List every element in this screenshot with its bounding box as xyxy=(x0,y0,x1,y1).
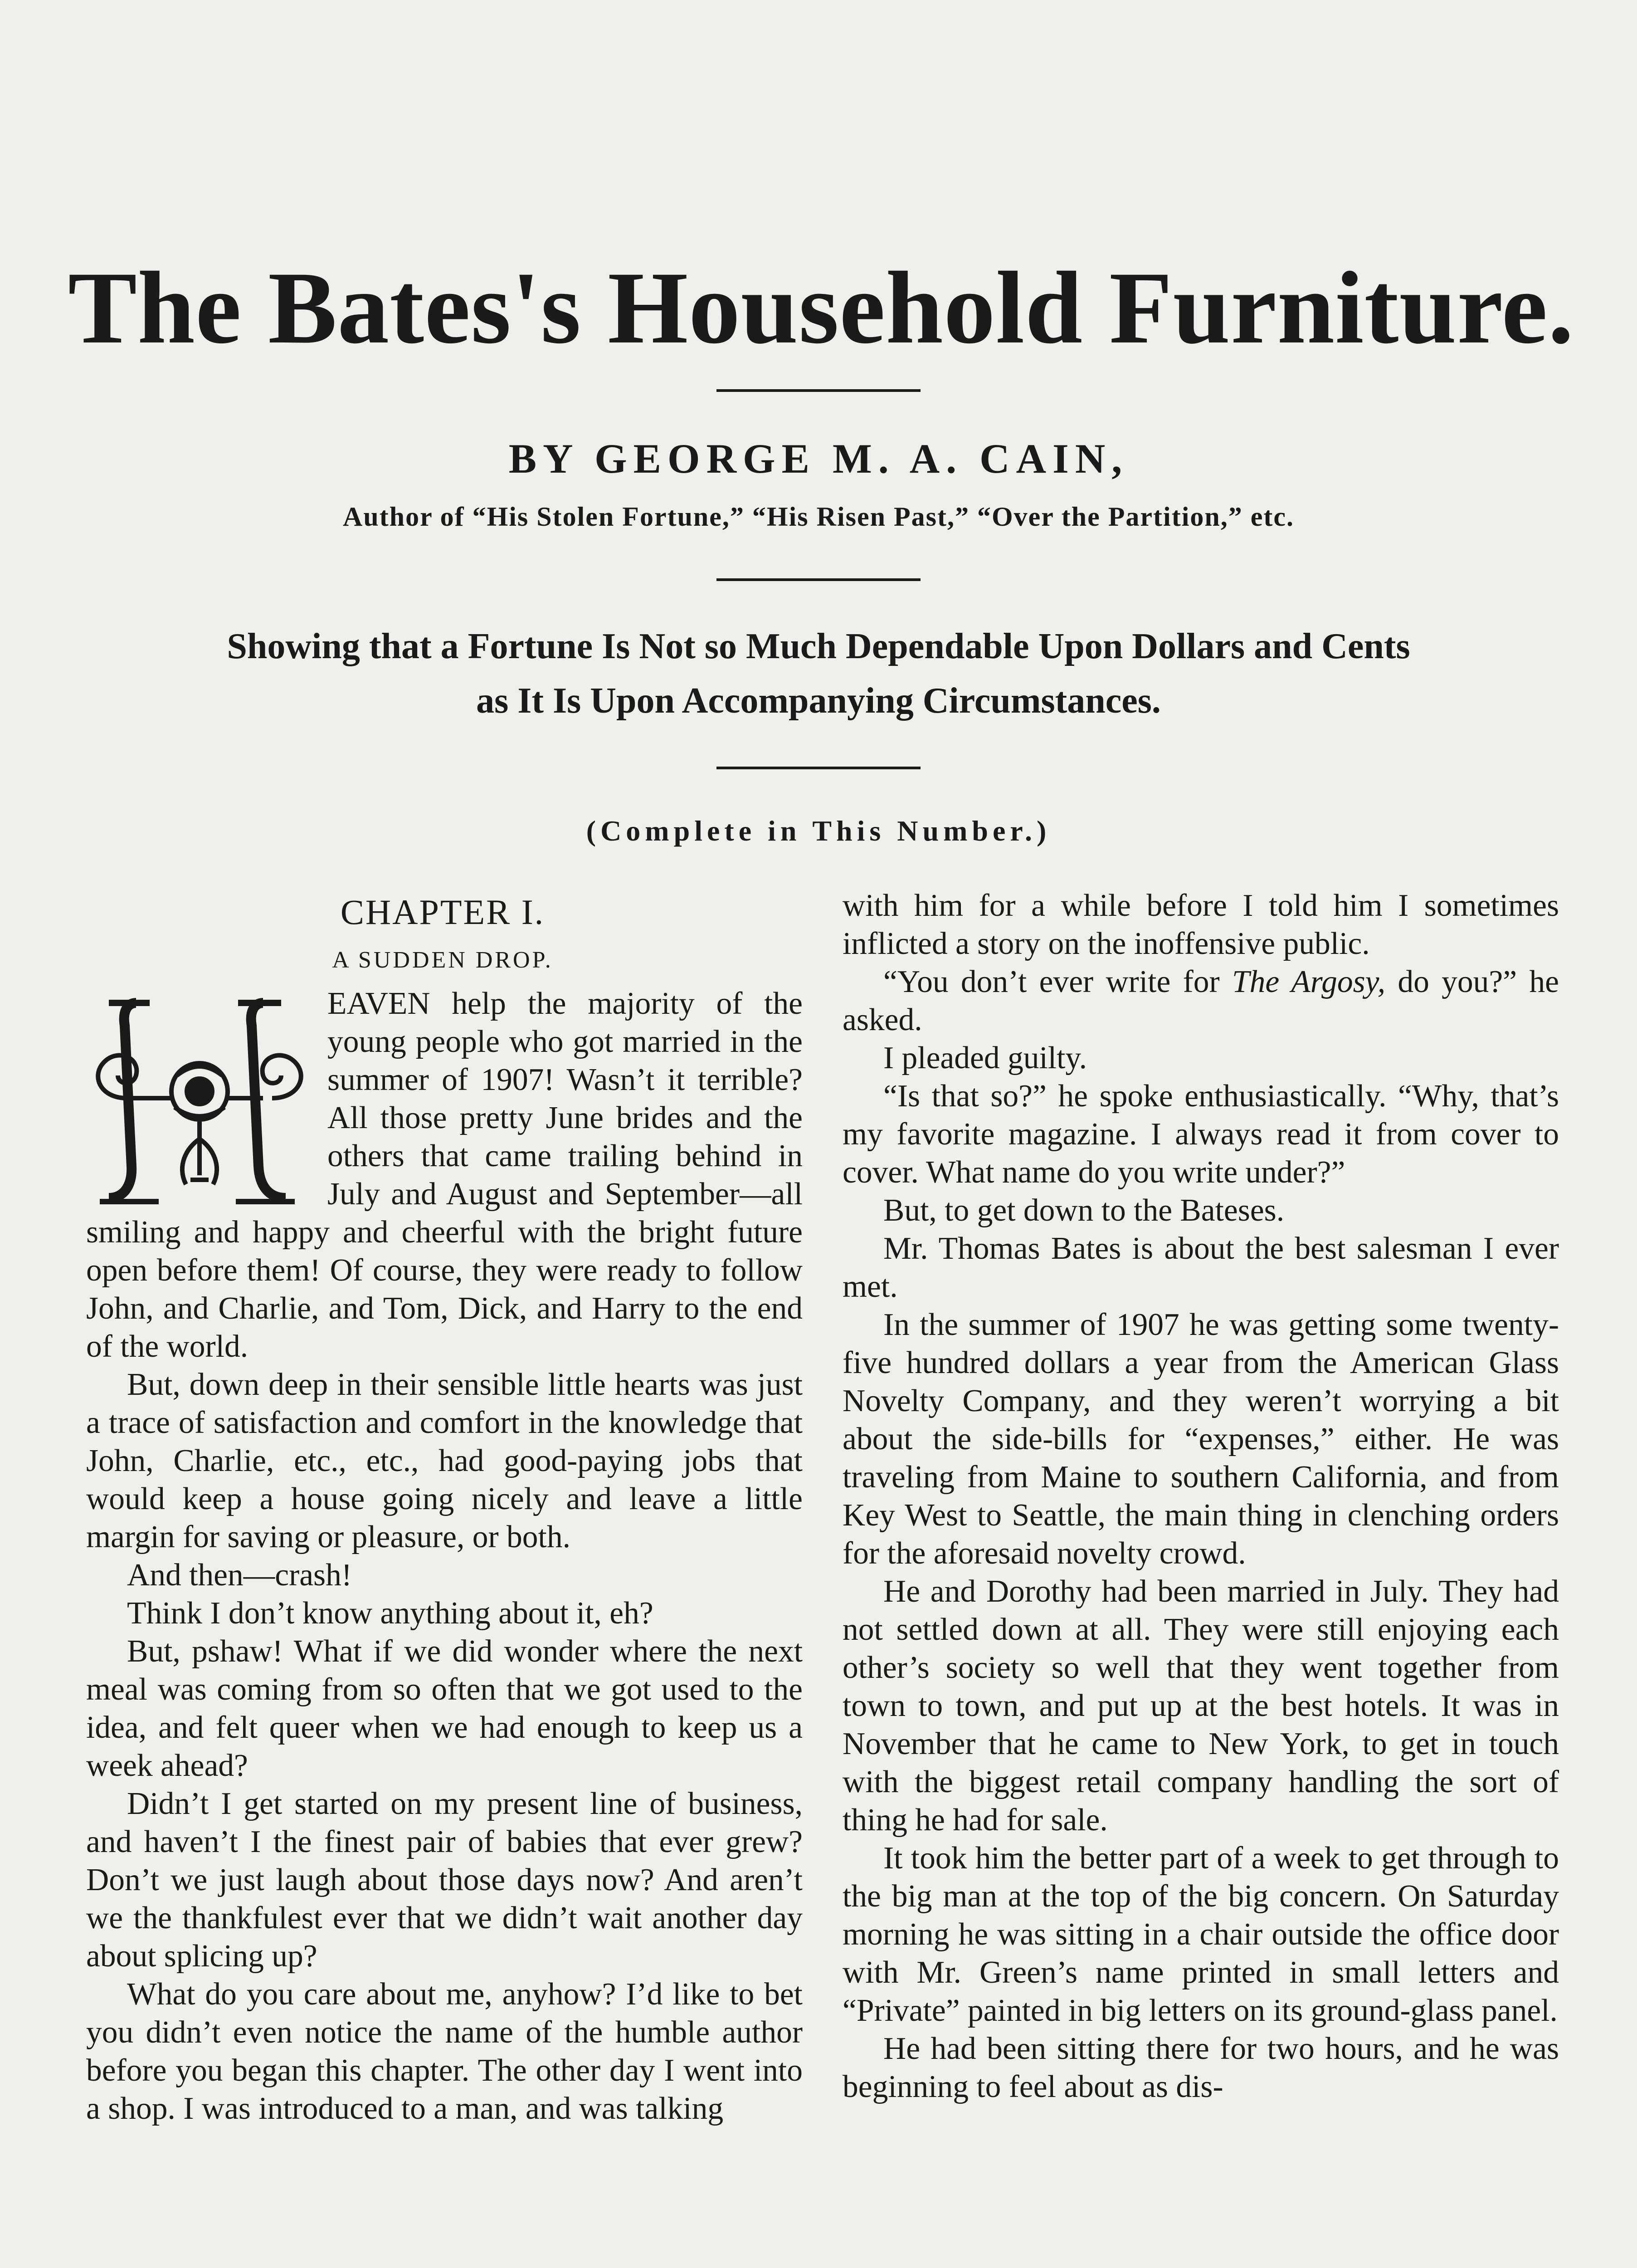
paragraph: Think I don’t know anything about it, eh? xyxy=(127,1596,653,1631)
paragraph: But, to get down to the Bateses. xyxy=(883,1193,1285,1228)
story-title: The Bates's Household Furniture. xyxy=(68,251,1574,365)
drop-cap-continuation: EAVEN help the majority of the young people who got married in the summer of 1907! Wasn’t it terrible? All those pretty June brides and the others that came trailing behind in July and August and September—all smiling and happy and cheerful with the bright future open before them! Of course, they were ready to follow John, and Charlie, and Tom, Dick, and Harry to the end of the world. xyxy=(86,986,803,1364)
paragraph: But, down deep in their sensible little hearts was just a trace of satisfaction and comfort in the knowledge that John, Charlie, etc., etc., had good-paying jobs that would keep a house going nicely and leave a little margin for saving or pleasure, or both. xyxy=(86,1367,803,1554)
left-column xyxy=(86,887,803,2128)
divider-rule xyxy=(716,389,921,392)
complete-note: (Complete in This Number.) xyxy=(586,815,1051,847)
divider-rule xyxy=(716,578,921,581)
author-credits: Author of “His Stolen Fortune,” “His Risen Past,” “Over the Partition,” etc. xyxy=(343,502,1294,532)
right-column xyxy=(843,887,1559,2106)
chapter-subheading: A SUDDEN DROP. xyxy=(332,947,553,973)
paragraph: Mr. Thomas Bates is about the best salesman I ever met. xyxy=(843,1231,1559,1304)
paragraph: with him for a while before I told him I sometimes inflicted a story on the inoffensive public. xyxy=(843,888,1559,961)
quote-text: “You don’t ever write for xyxy=(883,964,1232,999)
paragraph: “Is that so?” he spoke enthusiastically. “Why, that’s my favorite magazine. I always read it from cover to cover. What name do you write under?” xyxy=(843,1079,1559,1190)
paragraph: He and Dorothy had been married in July. They had not settled down at all. They were still enjoying each other’s society so well that they went together from town to town, and put up at the best hotels. It was in November that he came to New York, to get in touch with the biggest retail company handling the sort of thing he had for sale. xyxy=(843,1574,1559,1838)
paragraph: And then—crash! xyxy=(127,1558,352,1593)
paragraph: I pleaded guilty. xyxy=(883,1041,1087,1075)
magazine-title: The Argosy, xyxy=(1232,964,1386,999)
paragraph: Didn’t I get started on my present line of business, and haven’t I the finest pair of babies that ever grew? Don’t we just laugh about those days now? And aren’t we the thankfulest ever that we didn’t wait another day about splicing up? xyxy=(86,1786,803,1974)
subtitle-line: Showing that a Fortune Is Not so Much Dependable Upon Dollars and Cents xyxy=(227,626,1410,666)
paragraph: In the summer of 1907 he was getting some twenty-five hundred dollars a year from the American Glass Novelty Company, and they weren’t worrying a bit about the side-bills for “expenses,” either. He was traveling from Maine to southern California, and from Key West to Seattle, the main thing in clenching orders for the aforesaid novelty crowd. xyxy=(843,1307,1559,1571)
divider-rule xyxy=(716,767,921,769)
paragraph xyxy=(843,963,1559,1039)
paragraph: But, pshaw! What if we did wonder where the next meal was coming from so often that we got used to the idea, and felt queer when we had enough to keep us a week ahead? xyxy=(86,1634,803,1783)
paragraph: He had been sitting there for two hours, and he was beginning to feel about as dis- xyxy=(843,2031,1559,2104)
chapter-heading: CHAPTER I. xyxy=(340,892,545,932)
story-subtitle xyxy=(45,619,1592,728)
ornamental-h-drop-cap-icon xyxy=(82,985,317,1212)
quote-text: do you?” he asked. xyxy=(843,964,1559,1037)
paragraph: What do you care about me, anyhow? I’d like to bet you didn’t even notice the name of the humble author before you began this chapter. The other day I went into a shop. I was introduced to a man, and was talking xyxy=(86,1977,803,2126)
author-byline: BY GEORGE M. A. CAIN, xyxy=(508,435,1129,482)
paragraph: It took him the better part of a week to get through to the big man at the top of the big concern. On Saturday morning he was sitting in a chair outside the office door with Mr. Green’s name printed in small letters and “Private” painted in big letters on its ground-glass panel. xyxy=(843,1841,1559,2028)
subtitle-line: as It Is Upon Accompanying Circumstances. xyxy=(476,681,1161,721)
